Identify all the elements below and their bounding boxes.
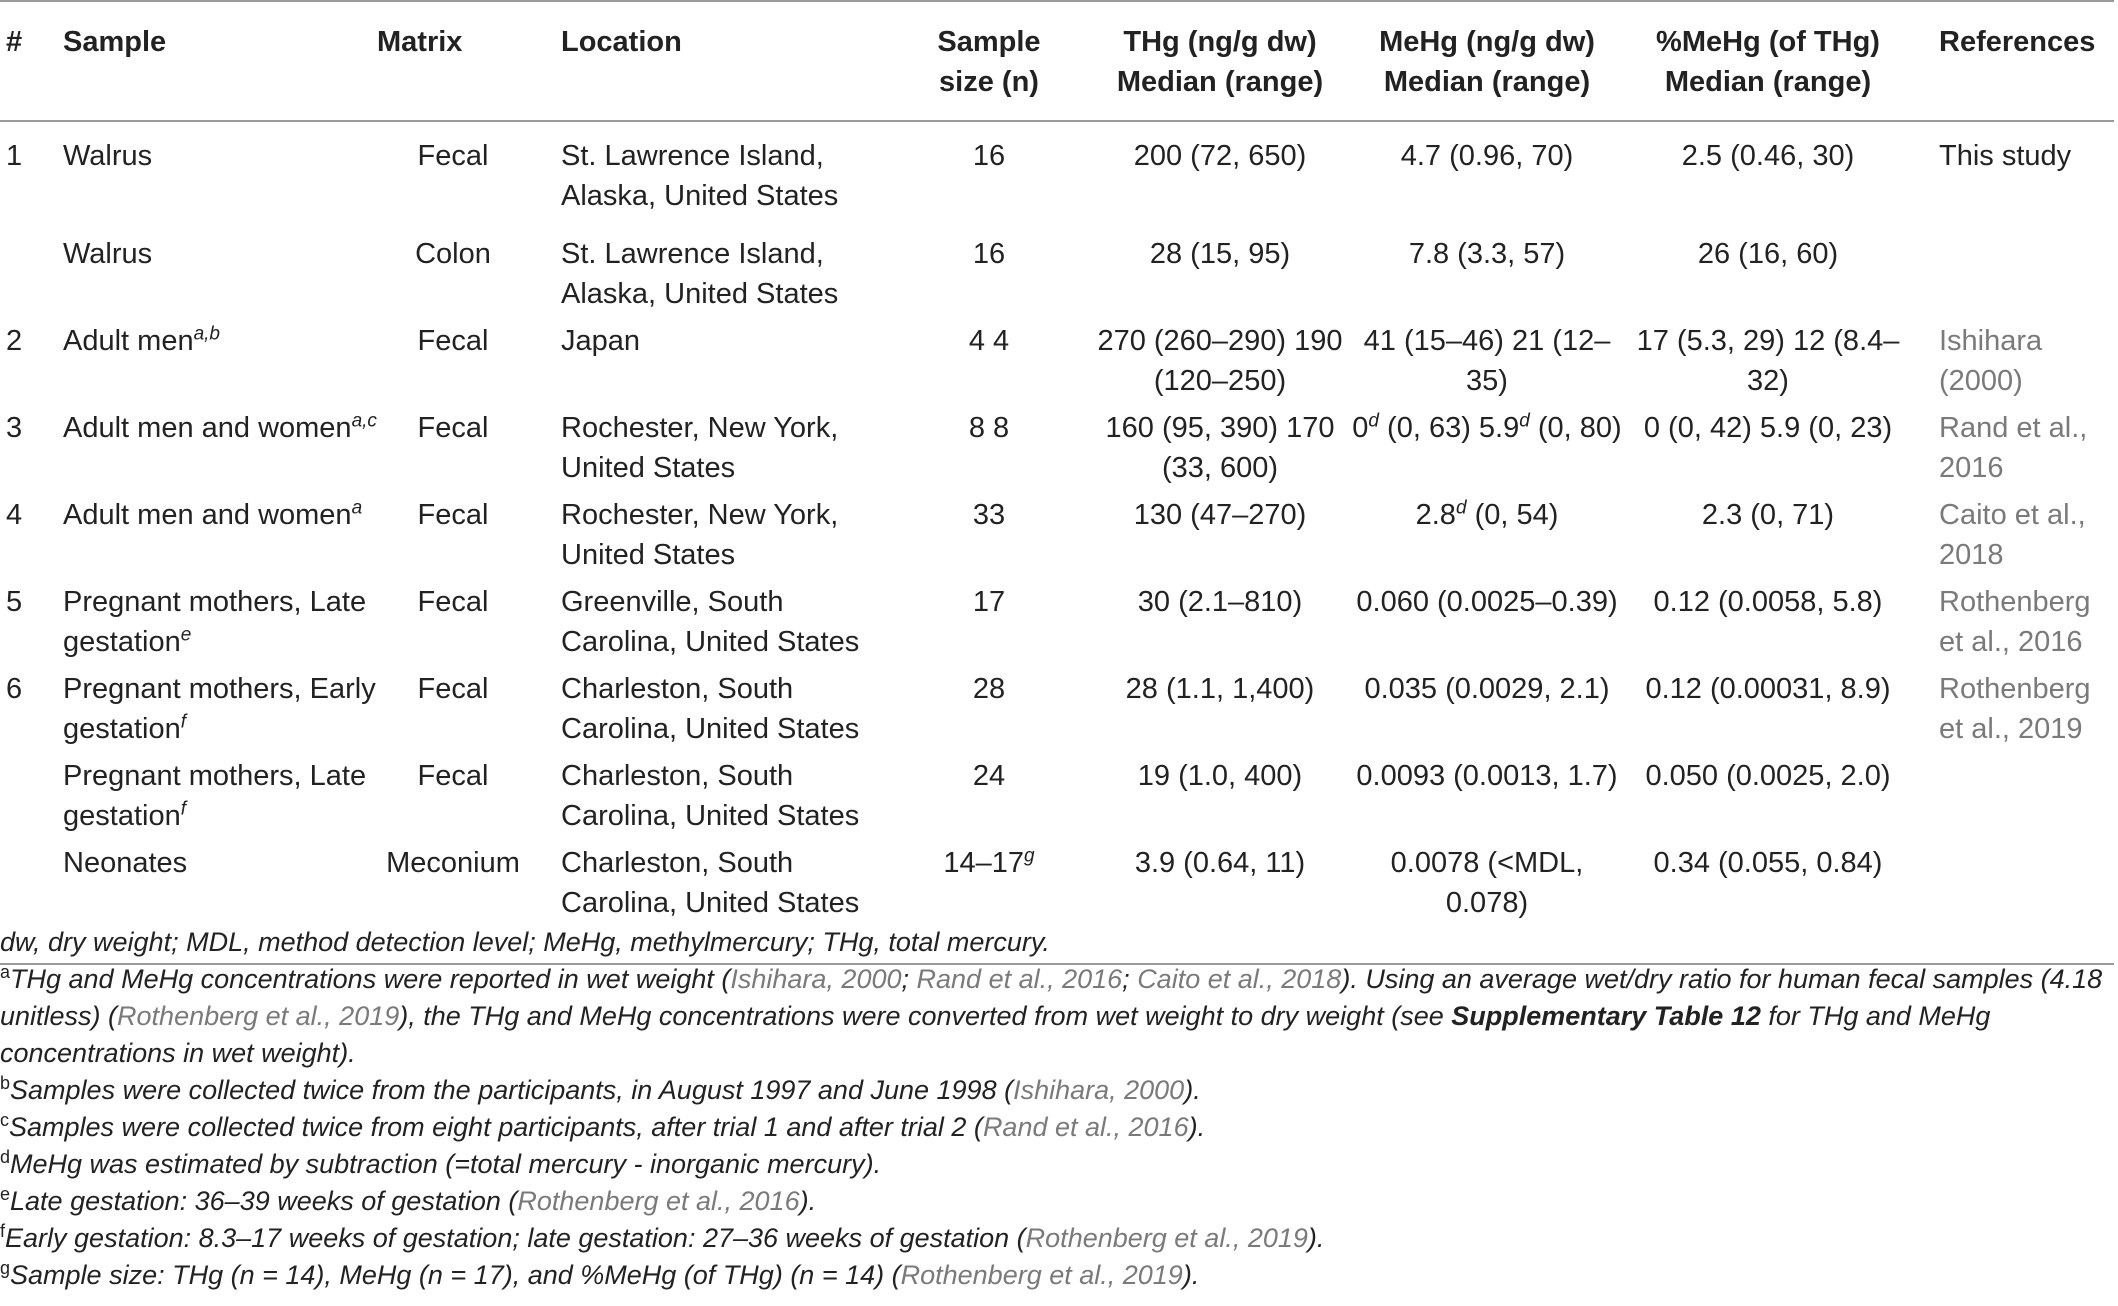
cell-sample bbox=[63, 582, 377, 669]
footnote-text: ). bbox=[1182, 1260, 1200, 1290]
cell-size: 8 8 bbox=[968, 412, 1010, 444]
footnote-text: ). bbox=[799, 1186, 817, 1216]
cell-num bbox=[0, 234, 63, 321]
cell-pct: 2.3 (0, 71) bbox=[1701, 499, 1835, 531]
header-thg-line1: THg (ng/g dw) bbox=[1123, 26, 1317, 58]
citation-link[interactable]: Caito et al., 2018 bbox=[1137, 964, 1342, 994]
cell-matrix: Meconium bbox=[386, 847, 520, 879]
footnote-abbreviations: dw, dry weight; MDL, method detection level; MeHg, methylmercury; THg, total mercury. bbox=[0, 927, 1050, 957]
cell-num: 3 bbox=[6, 412, 23, 444]
header-thg bbox=[1089, 1, 1351, 121]
mehg-part: (0, 54) bbox=[1466, 499, 1559, 531]
citation-link[interactable]: Rand et al., 2016 bbox=[916, 964, 1123, 994]
cell-matrix: Colon bbox=[415, 238, 491, 270]
cell-sample bbox=[63, 756, 377, 843]
cell-thg: 28 (15, 95) bbox=[1149, 238, 1291, 270]
mehg-part: (0, 63) 5.9 bbox=[1379, 412, 1520, 444]
header-location: Location bbox=[561, 26, 682, 58]
cell-pct: 17 (5.3, 29) 12 (8.4–32) bbox=[1636, 325, 1900, 397]
cell-pct: 26 (16, 60) bbox=[1697, 238, 1839, 270]
header-num: # bbox=[6, 26, 23, 58]
cell-matrix: Fecal bbox=[417, 673, 489, 705]
footnote-mark: e bbox=[0, 1184, 11, 1204]
cell-thg: 19 (1.0, 400) bbox=[1137, 760, 1303, 792]
cell-matrix: Fecal bbox=[417, 140, 489, 172]
cell-num: 1 bbox=[6, 140, 23, 172]
header-size-line2: size (n) bbox=[939, 66, 1039, 98]
footnote-text: THg and MeHg concentrations were reported in wet weight ( bbox=[10, 964, 731, 994]
table-row bbox=[0, 495, 2114, 582]
footnote-a bbox=[0, 961, 2110, 1072]
cell-location: Charleston, South Carolina, United States bbox=[561, 760, 860, 832]
table-header bbox=[0, 1, 2114, 121]
citation-link[interactable]: Ishihara, 2000 bbox=[730, 964, 902, 994]
footnote-marker: g bbox=[1024, 845, 1035, 867]
footnote-marker: d bbox=[1368, 410, 1379, 432]
cell-location: St. Lawrence Island, Alaska, United States bbox=[561, 140, 839, 212]
table-row bbox=[0, 121, 2114, 234]
cell-size: 16 bbox=[972, 238, 1006, 270]
cell-sample: Walrus bbox=[63, 140, 153, 172]
cell-pct: 0.12 (0.00031, 8.9) bbox=[1645, 673, 1891, 705]
footnote-mark: g bbox=[0, 1258, 11, 1278]
footnote-g bbox=[0, 1257, 2110, 1294]
mehg-part: 0 bbox=[1352, 412, 1369, 444]
cell-location: Greenville, South Carolina, United States bbox=[561, 586, 860, 658]
footnote-text: ; bbox=[901, 964, 917, 994]
footnote-f bbox=[0, 1220, 2110, 1257]
header-size-line1: Sample bbox=[937, 26, 1041, 58]
cell-thg: 130 (47–270) bbox=[1133, 499, 1307, 531]
cell-mehg: 0.0093 (0.0013, 1.7) bbox=[1356, 760, 1618, 792]
table-row bbox=[0, 321, 2114, 408]
cell-matrix: Fecal bbox=[417, 412, 489, 444]
footnote-mark: b bbox=[0, 1073, 11, 1093]
cell-location: Charleston, South Carolina, United States bbox=[561, 673, 860, 745]
cell-size: 28 bbox=[972, 673, 1006, 705]
cell-location: St. Lawrence Island, Alaska, United States bbox=[561, 238, 839, 310]
cell-sample bbox=[63, 495, 377, 582]
footnote-mark: c bbox=[0, 1110, 9, 1130]
table-row bbox=[0, 669, 2114, 756]
footnote-mark: a bbox=[0, 962, 11, 982]
footnote-text: ), the THg and MeHg concentrations were converted from wet weight to dry weight (see bbox=[399, 1001, 1452, 1031]
footnote-text: ; bbox=[1122, 964, 1138, 994]
citation-link[interactable]: Rothenberg et al., 2019 bbox=[900, 1260, 1183, 1290]
footnote-marker: a bbox=[351, 497, 363, 519]
cell-size: 33 bbox=[972, 499, 1006, 531]
footnote-marker: e bbox=[180, 624, 192, 646]
cell-thg: 270 (260–290) 190 (120–250) bbox=[1097, 325, 1343, 397]
cell-mehg: 0.035 (0.0029, 2.1) bbox=[1364, 673, 1610, 705]
cell-mehg bbox=[1351, 408, 1623, 495]
footnote-mark: f bbox=[0, 1221, 6, 1241]
cell-thg: 200 (72, 650) bbox=[1133, 140, 1307, 172]
cell-location: Rochester, New York, United States bbox=[561, 412, 839, 484]
cell-size: 16 bbox=[972, 140, 1006, 172]
footnote-d bbox=[0, 1146, 2110, 1183]
cell-reference: Rothenberg et al., 2019 bbox=[1939, 673, 2091, 745]
header-pct-line2: Median (range) bbox=[1664, 66, 1872, 98]
footnote-text: Sample size: THg (n = 14), MeHg (n = 17), and %MeHg (of THg) (n = 14) ( bbox=[10, 1260, 901, 1290]
cell-size: 24 bbox=[972, 760, 1006, 792]
header-mehg bbox=[1351, 1, 1623, 121]
sample-text: Pregnant mothers, Late gestation bbox=[63, 586, 367, 658]
cell-size: 4 4 bbox=[968, 325, 1010, 357]
table-row bbox=[0, 234, 2114, 321]
cell-thg: 28 (1.1, 1,400) bbox=[1125, 673, 1315, 705]
citation-link[interactable]: Rand et al., 2016 bbox=[982, 1112, 1189, 1142]
cell-sample: Neonates bbox=[63, 847, 188, 879]
cell-mehg: 0.0078 (<MDL, 0.078) bbox=[1390, 847, 1584, 919]
cell-reference: Caito et al., 2018 bbox=[1939, 499, 2086, 571]
cell-pct: 0.050 (0.0025, 2.0) bbox=[1645, 760, 1891, 792]
footnote-e bbox=[0, 1183, 2110, 1220]
footnote-marker: d bbox=[1455, 497, 1467, 519]
header-references: References bbox=[1939, 26, 2096, 58]
cell-reference bbox=[1913, 756, 2114, 843]
cell-num: 5 bbox=[6, 586, 23, 618]
cell-reference bbox=[1913, 234, 2114, 321]
cell-mehg: 0.060 (0.0025–0.39) bbox=[1356, 586, 1618, 618]
footnote-text: for THg and MeHg concentrations in wet weight). bbox=[0, 1001, 1991, 1068]
citation-link[interactable]: Rothenberg et al., 2019 bbox=[117, 1001, 400, 1031]
cell-reference: Ishihara (2000) bbox=[1939, 325, 2043, 397]
table-footnotes bbox=[0, 924, 2110, 1294]
header-thg-line2: Median (range) bbox=[1116, 66, 1324, 98]
footnote-text: ). Using an average wet/dry ratio for human fecal samples (4.18 unitless) ( bbox=[0, 964, 2103, 1031]
footnote-text: MeHg was estimated by subtraction (=total mercury - inorganic mercury). bbox=[10, 1149, 882, 1179]
cell-location: Charleston, South Carolina, United States bbox=[561, 847, 860, 919]
footnote-text: ). bbox=[1184, 1075, 1201, 1105]
footnote-mark: d bbox=[0, 1147, 11, 1167]
cell-mehg: 4.7 (0.96, 70) bbox=[1400, 140, 1574, 172]
header-mehg-line1: MeHg (ng/g dw) bbox=[1379, 26, 1595, 58]
footnote-marker: f bbox=[180, 798, 186, 820]
table-row bbox=[0, 408, 2114, 495]
cell-matrix: Fecal bbox=[417, 586, 489, 618]
supplementary-table-link[interactable]: Supplementary Table 12 bbox=[1451, 1001, 1761, 1031]
citation-link[interactable]: Rothenberg et al., 2016 bbox=[517, 1186, 800, 1216]
citation-link[interactable]: Rothenberg et al., 2019 bbox=[1025, 1223, 1308, 1253]
cell-pct: 2.5 (0.46, 30) bbox=[1681, 140, 1855, 172]
footnote-marker: a,c bbox=[351, 410, 377, 432]
cell-mehg bbox=[1351, 495, 1623, 582]
cell-num: 4 bbox=[6, 499, 23, 531]
sample-text: Adult men and women bbox=[63, 412, 352, 444]
cell-sample bbox=[63, 408, 377, 495]
footnote-text: Samples were collected twice from the participants, in August 1997 and June 1998 ( bbox=[10, 1075, 1014, 1105]
footnote-text: Samples were collected twice from eight participants, after trial 1 and after trial 2 ( bbox=[9, 1112, 983, 1142]
sample-text: Pregnant mothers, Late gestation bbox=[63, 760, 367, 832]
cell-reference: Rand et al., 2016 bbox=[1939, 412, 2088, 484]
header-matrix: Matrix bbox=[377, 26, 463, 58]
cell-pct: 0.34 (0.055, 0.84) bbox=[1653, 847, 1883, 879]
header-sample: Sample bbox=[63, 26, 167, 58]
cell-location: Japan bbox=[561, 325, 641, 357]
mehg-part: 2.8 bbox=[1415, 499, 1456, 531]
footnote-b bbox=[0, 1072, 2110, 1109]
footnote-marker: a,b bbox=[193, 323, 220, 345]
footnote-text: Early gestation: 8.3–17 weeks of gestation; late gestation: 27–36 weeks of gestation ( bbox=[5, 1223, 1026, 1253]
cell-mehg: 7.8 (3.3, 57) bbox=[1408, 238, 1566, 270]
cell-reference: Rothenberg et al., 2016 bbox=[1939, 586, 2091, 658]
header-sample-size bbox=[889, 1, 1089, 121]
cell-sample: Walrus bbox=[63, 238, 153, 270]
footnote-marker: d bbox=[1519, 410, 1530, 432]
table-row bbox=[0, 756, 2114, 843]
cell-mehg: 41 (15–46) 21 (12–35) bbox=[1363, 325, 1611, 397]
cell-sample bbox=[63, 669, 377, 756]
cell-pct: 0.12 (0.0058, 5.8) bbox=[1653, 586, 1883, 618]
table-row bbox=[0, 582, 2114, 669]
sample-text: Adult men bbox=[63, 325, 194, 357]
cell-sample bbox=[63, 321, 377, 408]
header-pct-mehg bbox=[1623, 1, 1913, 121]
footnote-marker: f bbox=[180, 711, 186, 733]
table-body bbox=[0, 121, 2114, 964]
cell-num: 2 bbox=[6, 325, 23, 357]
mehg-part: (0, 80) bbox=[1529, 412, 1622, 444]
cell-num bbox=[0, 756, 63, 843]
cell-matrix: Fecal bbox=[417, 325, 489, 357]
footnote-c bbox=[0, 1109, 2110, 1146]
size-text: 14–17 bbox=[943, 847, 1025, 879]
footnote-text: ). bbox=[1307, 1223, 1325, 1253]
citation-link[interactable]: Ishihara, 2000 bbox=[1013, 1075, 1185, 1105]
header-mehg-line2: Median (range) bbox=[1383, 66, 1591, 98]
cell-thg: 160 (95, 390) 170 (33, 600) bbox=[1105, 412, 1335, 484]
cell-reference: This study bbox=[1939, 140, 2072, 172]
cell-thg: 30 (2.1–810) bbox=[1137, 586, 1303, 618]
cell-matrix: Fecal bbox=[417, 760, 489, 792]
cell-thg: 3.9 (0.64, 11) bbox=[1134, 847, 1306, 879]
cell-location: Rochester, New York, United States bbox=[561, 499, 839, 571]
cell-num: 6 bbox=[6, 673, 23, 705]
footnote-text: ). bbox=[1188, 1112, 1206, 1142]
sample-text: Pregnant mothers, Early gestation bbox=[63, 673, 376, 745]
cell-pct: 0 (0, 42) 5.9 (0, 23) bbox=[1643, 412, 1893, 444]
sample-text: Adult men and women bbox=[63, 499, 352, 531]
cell-size: 17 bbox=[972, 586, 1006, 618]
cell-matrix: Fecal bbox=[417, 499, 489, 531]
footnote-text: Late gestation: 36–39 weeks of gestation ( bbox=[10, 1186, 518, 1216]
header-pct-line1: %MeHg (of THg) bbox=[1656, 26, 1880, 58]
